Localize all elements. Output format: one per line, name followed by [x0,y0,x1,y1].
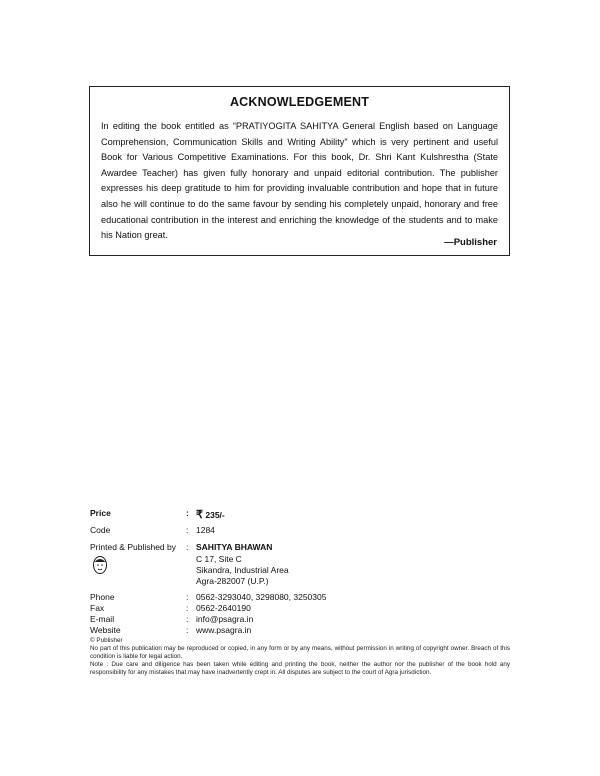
email-value[interactable]: info@psagra.in [196,614,254,624]
colon: : [186,508,189,518]
colon: : [186,525,189,535]
rupee-symbol: ₹ [196,509,203,521]
phone-value: 0562-3293040, 3298080, 3250305 [196,592,327,602]
fax-label: Fax [90,603,105,613]
address-line-2: Sikandra, Industrial Area [196,565,289,575]
colon: : [186,625,189,635]
website-value[interactable]: www.psagra.in [196,625,252,635]
publisher-name: SAHITYA BHAWAN [196,542,273,552]
publisher-label: Printed & Published by [90,542,176,552]
address-line-3: Agra-282007 (U.P.) [196,576,269,586]
colon: : [186,603,189,613]
disclaimer-note: Note : Due care and diligence has been taken while editing and printing the book, neither the author nor the publisher of the book hold any responsibility for any mistakes that may have inadvertently crept in. All disputes are subject to the court of Agra jurisdiction. [90,661,510,677]
phone-label: Phone [90,592,115,602]
reproduction-notice: No part of this publication may be reproduced or copied, in any form or by any means, without permission in writing of copyright owner. Breach of this condition is liable for legal action. [90,645,510,661]
legal-notice [90,637,510,677]
acknowledgement-box [89,86,510,256]
code-label: Code [90,525,111,535]
fax-value: 0562-2640190 [196,603,251,613]
acknowledgement-body: In editing the book entitled as “PRATIYOGITA SAHITYA General English based on Language Comprehension, Communication Skills and Writing Ability” which is very pertinent and useful Book for Various Competitive Examinations. For this book, Dr. Shri Kant Kulshrestha (State Awardee Teacher) has given fully honorary and unpaid editorial contribution. The publisher expresses his deep gratitude to him for providing invaluable contribution and hope that in future also he will continue to do the same favour by sending his completely unpaid, honorary and free educational contribution in the interest and enriching the knowledge of the students and to make his Nation great. [101,121,498,241]
publisher-logo-icon [92,555,108,575]
email-label: E-mail [90,614,115,624]
price-value [196,508,225,521]
website-label: Website [90,625,121,635]
address-line-1: C 17, Site C [196,554,242,564]
acknowledgement-signature: —Publisher [444,237,497,248]
colon: : [186,614,189,624]
price-label: Price [90,508,111,518]
colon: : [186,592,189,602]
price-amount: 235/- [205,510,225,520]
copyright-line: © Publisher [90,637,123,644]
code-value: 1284 [196,525,215,535]
colon: : [186,542,189,552]
acknowledgement-title: ACKNOWLEDGEMENT [229,95,370,109]
